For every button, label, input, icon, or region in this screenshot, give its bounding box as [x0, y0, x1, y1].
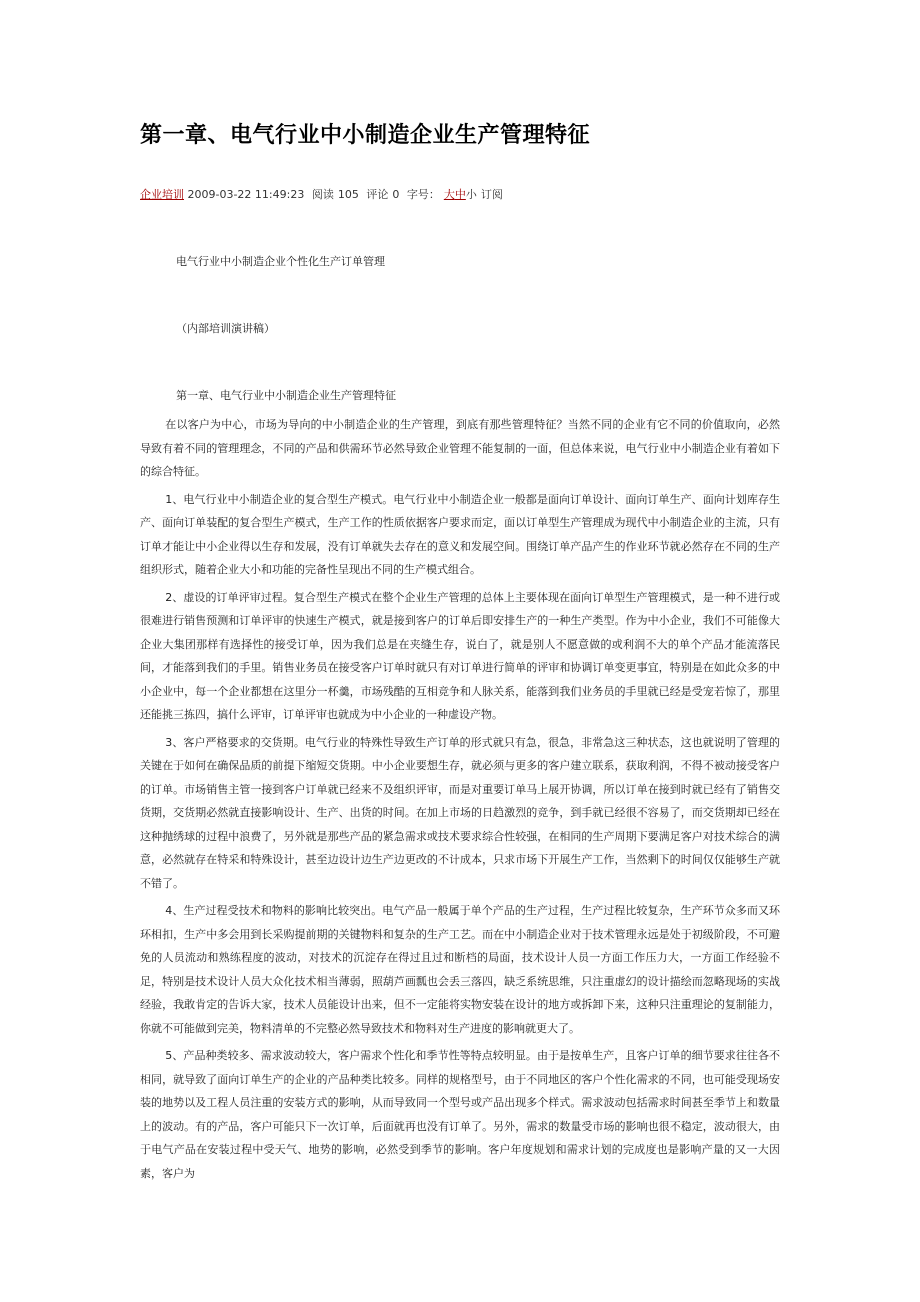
body-paragraph: 3、客户严格要求的交货期。电气行业的特殊性导致生产订单的形式就只有急，很急，非常急这三种状态，这也就说明了管理的关键在于如何在确保品质的前提下缩短交货期。中小企业要想生存，就必须与更多的客户建立联系，获取利润，不得不被动接受客户的订单。市场销售主管一接到客户订单就已经来不及组织评审，而是对重要订单马上展开协调，所以订单在接到时就已经有了销售交货期，交货期必然就直接影响设计、生产、出货的时间。在加上市场的日趋激烈的竞争，到手就已经很不容易了，而交货期却已经在这种抛绣球的过程中浪费了，另外就是那些产品的紧急需求或技术要求综合性较强，在相同的生产周期下要满足客户对技术综合的满意，必然就存在特采和特殊设计，甚至边设计边生产边更改的不计成本，只求市场下开展生产工作，当然剩下的时间仅仅能够生产就不错了。 — [140, 735, 780, 890]
chapter-heading: 第一章、电气行业中小制造企业生产管理特征 — [176, 389, 396, 402]
article-body — [140, 413, 780, 1189]
reads-label: 阅读 — [311, 188, 334, 201]
reads-count: 105 — [337, 188, 359, 201]
article-meta-bar — [140, 186, 503, 202]
body-paragraph: 2、虚设的订单评审过程。复合型生产模式在整个企业生产管理的总体上主要体现在面向订单型生产管理模式，是一种不进行或很难进行销售预测和订单评审的快速生产模式，就是接到客户的订单后即安排生产的一种生产类型。作为中小企业，我们不可能像大企业大集团那样有选择性的接受订单，因为我们总是在夹缝生存，说白了，就是别人不愿意做的或利润不大的单个产品才能流落民间，才能落到我们的手里。销售业务员在接受客户订单时就只有对订单进行简单的评审和协调订单变更事宜，特别是在如此众多的中小企业中，每一个企业都想在这里分一杯羹，市场残酷的互相竞争和人脉关系，能落到我们业务员的手里就已经是受宠若惊了，那里还能挑三拣四，搞什么评审，订单评审也就成为中小企业的一种虚设产物。 — [140, 590, 780, 721]
body-paragraph: 1、电气行业中小制造企业的复合型生产模式。电气行业中小制造企业一般都是面向订单设计、面向订单生产、面向计划库存生产、面向订单装配的复合型生产模式，生产工作的性质依据客户要求而定，面以订单型生产管理成为现代中小制造企业的主流，只有订单才能让中小企业得以生存和发展，没有订单就失去存在的意义和发展空间。围绕订单产品产生的作业环节就必然存在不同的生产组织形式，随着企业大小和功能的完备性呈现出不同的生产模式组合。 — [140, 492, 780, 576]
subscribe-link[interactable]: 订阅 — [480, 188, 503, 201]
category-link[interactable]: 企业培训 — [140, 188, 184, 201]
comments-label: 评论 — [366, 188, 389, 201]
font-size-medium-link[interactable]: 中 — [454, 188, 466, 201]
comments-count: 0 — [392, 188, 400, 201]
font-size-label: 字号： — [406, 188, 440, 201]
font-size-small-link[interactable]: 小 — [465, 188, 477, 201]
document-subtitle: 电气行业中小制造企业个性化生产订单管理 — [176, 255, 385, 268]
body-paragraph: 5、产品种类较多、需求波动较大，客户需求个性化和季节性等特点较明显。由于是按单生产，且客户订单的细节要求往往各不相同，就导致了面向订单生产的企业的产品种类比较多。同样的规格型号，由于不同地区的客户个性化需求的不同，也可能受现场安装的地势以及工程人员注重的安装方式的影响，从而导致同一个型号或产品出现多个样式。需求波动包括需求时间甚至季节上和数量上的波动。有的产品，客户可能只下一次订单，后面就再也没有订单了。另外，需求的数量受市场的影响也很不稳定，波动很大，由于电气产品在安装过程中受天气、地势的影响，必然受到季节的影响。客户年度规划和需求计划的完成度也是影响产量的又一大因素，客户为 — [140, 1049, 780, 1180]
font-size-large-link[interactable]: 大 — [443, 188, 455, 201]
post-datetime: 2009-03-22 11:49:23 — [187, 188, 305, 201]
article-title: 第一章、电气行业中小制造企业生产管理特征 — [140, 123, 591, 148]
body-paragraph: 4、生产过程受技术和物料的影响比较突出。电气产品一般属于单个产品的生产过程，生产过程比较复杂，生产环节众多而又环环相扣，生产中多会用到长采购提前期的关键物料和复杂的生产工艺。而在中小制造企业对于技术管理永远是处于初级阶段，不可避免的人员流动和熟练程度的波动，对技术的沉淀存在得过且过和断档的局面，技术设计人员一方面工作压力大，一方面工作经验不足，特别是技术设计人员大众化技术相当薄弱，照葫芦画瓢也会丢三落四，缺乏系统思维，只注重虚幻的设计描绘而忽略现场的实战经验，我敢肯定的告诉大家，技术人员能设计出来，但不一定能将实物安装在设计的地方或拆卸下来，这种只注重理论的复制能力，你就不可能做到完美，物料清单的不完整必然导致技术和物料对生产进度的影响就更大了。 — [140, 904, 780, 1035]
body-paragraph: 在以客户为中心，市场为导向的中小制造企业的生产管理，到底有那些管理特征？当然不同的企业有它不同的价值取向，必然导致有着不同的管理理念，不同的产品和供需环节必然导致企业管理不能复制的一面，但总体来说，电气行业中小制造企业有着如下的综合特征。 — [140, 418, 780, 478]
document-note: （内部培训演讲稿） — [176, 322, 275, 335]
